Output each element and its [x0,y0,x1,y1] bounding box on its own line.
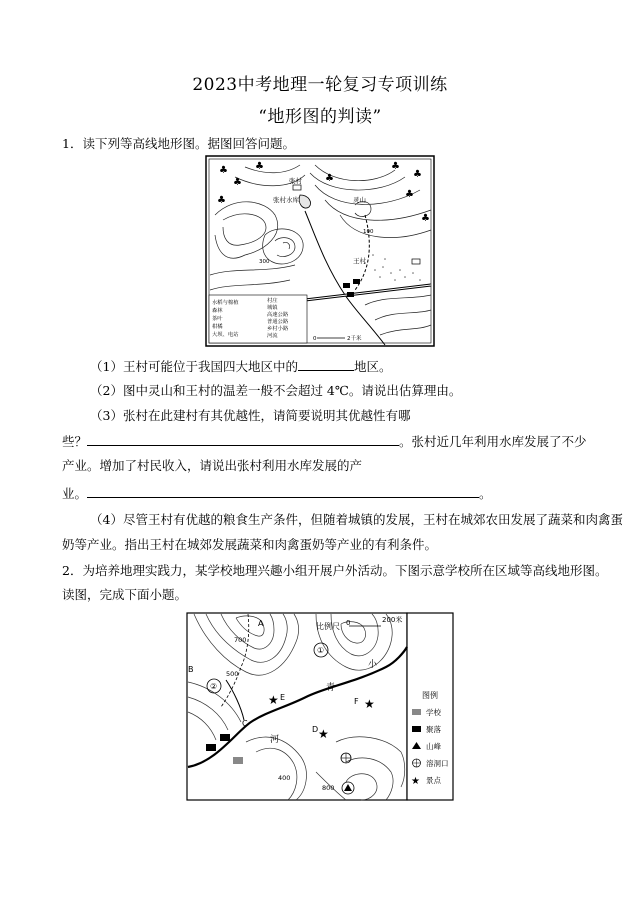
q1-legend-river: 河流 [267,333,278,339]
q1-legend-tea: 茶叶 [212,316,223,322]
q2-contour-400: 400 [278,774,291,782]
q1-sub1-text-a: （1）王村可能位于我国四大地区中的 [90,359,298,374]
q2-stem-line2: 读图，完成下面小题。 [62,587,188,602]
svg-text:♣: ♣ [405,189,414,200]
q1-sub3-blank-1[interactable] [87,432,399,446]
q2-legend-school: 学校 [426,708,441,717]
q2-scale-zero: 0 [346,619,351,627]
q1-sub3-text-f: 。 [479,486,492,501]
q2-point-d: D [312,725,319,734]
q1-sub2: （2）图中灵山和王村的温差一般不会超过 4℃。请说出估算理由。 [90,383,462,398]
q2-area-2: ② [210,682,218,691]
svg-text:♣: ♣ [325,173,334,184]
svg-text:♣: ♣ [421,213,430,224]
q1-sub3-blank-2[interactable] [87,484,479,498]
q2-scenic-e-icon: ★ [268,693,279,707]
q2-legend-cave: 溶洞口 [426,759,449,768]
q1-legend-path: 乡村小路 [267,326,289,332]
q1-sub1-blank[interactable] [298,357,354,371]
q1-sub4-line2: 奶等产业。指出王村在城郊发展蔬菜和肉禽蛋奶等产业的有利条件。 [62,537,438,552]
q1-sub3-line2 [62,432,587,451]
q1-sub3-text-e: 业。 [62,486,88,501]
q2-contour-800: 800 [322,784,335,792]
q1-legend-forest: 森林 [212,308,223,314]
svg-text:♣: ♣ [413,169,422,180]
q1-legend-town: 城镇 [267,305,278,311]
q2-legend-settlement: 聚落 [426,725,441,734]
q2-river-char-qing: 青 [326,683,336,693]
q2-river-char-xiao: 小 [368,660,378,670]
q2-point-a: A [258,619,264,628]
q2-scenic-f-icon: ★ [364,697,375,711]
q2-point-e: E [280,693,286,702]
q1-sub3-line3: 产业。增加了村民收入，请说出张村利用水库发展的产 [62,458,363,473]
q2-legend-star-icon: ★ [411,776,420,787]
svg-text:♣: ♣ [391,161,400,172]
q2-point-c: C [242,719,248,728]
q1-legend-dam: 大坝、电站 [212,332,239,338]
q2-legend-peak: 山峰 [426,742,441,751]
q2-legend-scenic: 景点 [426,776,441,785]
q1-sub3-line1: （3）张村在此建村有其优越性，请简要说明其优越性有哪 [90,408,411,423]
svg-text:♣: ♣ [217,195,226,206]
q2-scenic-d-icon: ★ [318,727,329,741]
q1-topographic-map [205,155,435,347]
document-subtitle: “地形图的判读” [258,107,382,127]
q1-sub3-text-b: 些？ [62,434,88,449]
q2-scale-end: 200米 [382,616,403,624]
q1-scale-end: 2千米 [347,336,362,342]
q2-scale-label: 比例尺 [316,622,340,631]
svg-text:♣: ♣ [219,165,228,176]
q1-legend-citrus: 柑橘 [212,324,223,330]
q1-map-label-zhangcun: 张村 [289,177,302,185]
q1-scale-zero: 0 [313,336,317,342]
q2-point-f: F [354,697,359,706]
q1-map-contour-100: 100 [363,229,374,235]
q1-map-label-lingshan: 灵山 [353,196,366,204]
q1-legend-road: 普通公路 [267,319,289,325]
q1-legend-paddy: 水稻与棉植 [212,300,239,306]
q1-sub3-text-c: 。张村近几年利用水库发展了不少 [399,434,587,449]
q1-stem: 1．读下列等高线地形图。据图回答问题。 [62,136,295,151]
q2-stem-line1: 2．为培养地理实践力，某学校地理兴趣小组开展户外活动。下图示意学校所在区域等高线地形图。 [62,563,608,578]
q1-sub3-line4 [62,484,492,503]
q2-legend-title: 图例 [422,691,438,700]
q2-area-1: ① [317,646,325,655]
svg-text:♣: ♣ [233,177,242,188]
q1-legend-village: 村庄 [267,298,278,304]
q1-sub1 [90,357,391,376]
q1-legend-expressway: 高速公路 [267,312,289,318]
q1-map-label-wangcun: 王村 [353,257,366,265]
svg-text:♣: ♣ [255,161,264,172]
q1-map-label-reservoir: 张村水库 [273,196,299,204]
q2-contour-700: 700 [234,636,247,644]
document-title: 2023中考地理一轮复习专项训练 [192,75,448,95]
q2-river-char-he: 河 [270,735,280,745]
q2-contour-500: 500 [226,670,239,678]
q1-sub4-line1: （4）尽管王村有优越的粮食生产条件，但随着城镇的发展，王村在城郊农田发展了蔬菜和肉禽蛋 [90,512,623,527]
q2-topographic-map [186,612,454,802]
q1-sub1-text-b: 地区。 [353,359,392,374]
q1-map-contour-300: 300 [259,259,270,265]
q2-point-b: B [188,665,194,674]
